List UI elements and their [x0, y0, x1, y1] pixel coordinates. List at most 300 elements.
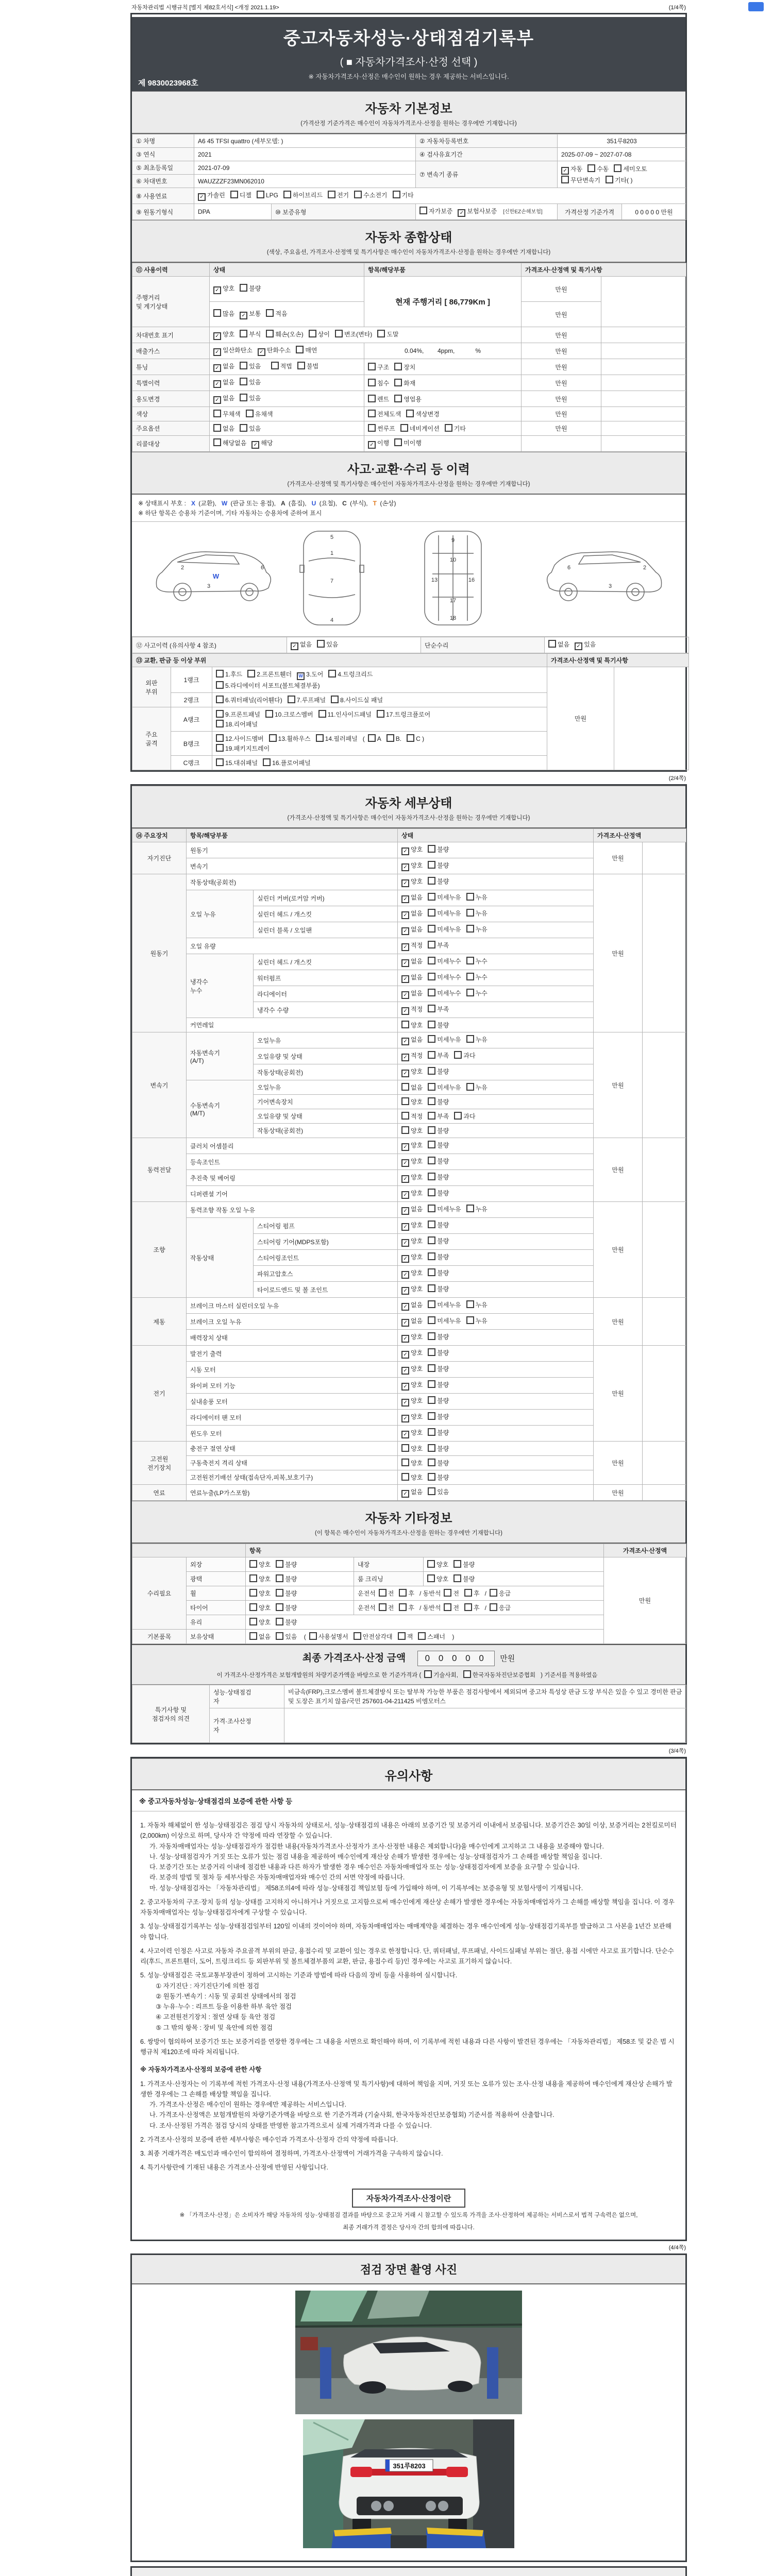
- checkbox-option[interactable]: [401, 1066, 423, 1078]
- checkbox-icon[interactable]: [428, 1205, 435, 1212]
- checkbox-option[interactable]: [454, 1050, 475, 1060]
- checkbox-option[interactable]: [216, 743, 270, 753]
- checkbox-icon[interactable]: [401, 1444, 409, 1452]
- checkbox-icon[interactable]: [309, 1632, 317, 1640]
- checkbox-option[interactable]: [419, 206, 452, 216]
- checkbox-icon[interactable]: [490, 1603, 497, 1611]
- checkbox-option[interactable]: [466, 1316, 488, 1326]
- checkbox-option[interactable]: [428, 940, 449, 950]
- checkbox-checked-icon[interactable]: ✓: [401, 911, 409, 919]
- checkbox-icon[interactable]: [428, 1348, 435, 1356]
- checkbox-option[interactable]: [394, 362, 415, 372]
- checkbox-option[interactable]: [401, 1268, 423, 1279]
- checkbox-option[interactable]: [428, 1140, 449, 1150]
- checkbox-icon[interactable]: [401, 1126, 409, 1134]
- checkbox-icon[interactable]: [249, 1618, 257, 1625]
- checkbox-option[interactable]: [428, 1082, 461, 1092]
- checkbox-option[interactable]: [428, 1204, 461, 1214]
- checkbox-checked-icon[interactable]: ✓: [213, 348, 221, 356]
- checkbox-option[interactable]: [401, 844, 423, 856]
- checkbox-option[interactable]: [428, 1444, 449, 1453]
- checkbox-cell[interactable]: [246, 1572, 354, 1586]
- checkbox-icon[interactable]: [428, 1083, 435, 1091]
- checkbox-option[interactable]: [401, 1348, 423, 1359]
- checkbox-icon[interactable]: [216, 720, 224, 727]
- checkbox-checked-icon[interactable]: ✓: [401, 1191, 409, 1199]
- checkbox-icon[interactable]: [428, 1021, 435, 1028]
- checkbox-option[interactable]: [428, 876, 449, 886]
- checkbox-icon[interactable]: [216, 710, 224, 718]
- checkbox-checked-icon[interactable]: ✓: [401, 1175, 409, 1183]
- checkbox-icon[interactable]: [309, 330, 316, 337]
- checkbox-option[interactable]: [276, 1617, 297, 1627]
- checkbox-option[interactable]: [283, 190, 323, 200]
- checkbox-icon[interactable]: [428, 1067, 435, 1075]
- checkbox-icon[interactable]: [283, 191, 291, 198]
- checkbox-cell[interactable]: [398, 906, 594, 922]
- checkbox-icon[interactable]: [428, 1284, 435, 1292]
- checkbox-option[interactable]: [428, 1332, 449, 1342]
- checkbox-cell[interactable]: [398, 1410, 594, 1426]
- checkbox-icon[interactable]: [379, 1603, 386, 1611]
- checkbox-option[interactable]: [454, 1111, 475, 1121]
- checkbox-option[interactable]: [427, 1574, 448, 1584]
- checkbox-icon[interactable]: [213, 309, 221, 317]
- checkbox-cell[interactable]: [398, 1138, 594, 1154]
- checkbox-option[interactable]: [316, 734, 358, 743]
- checkbox-icon[interactable]: [213, 424, 221, 432]
- checkbox-cell[interactable]: [364, 375, 522, 391]
- checkbox-icon[interactable]: [428, 1473, 435, 1481]
- checkbox-checked-icon[interactable]: ✓: [401, 1070, 409, 1077]
- checkbox-icon[interactable]: [419, 207, 427, 214]
- checkbox-icon[interactable]: [466, 1205, 474, 1212]
- checkbox-option[interactable]: [249, 1560, 271, 1569]
- checkbox-cell[interactable]: [364, 421, 522, 436]
- checkbox-checked-icon[interactable]: ✓: [368, 441, 376, 449]
- checkbox-checked-icon[interactable]: ✓: [198, 193, 206, 201]
- checkbox-option[interactable]: [428, 844, 449, 854]
- checkbox-option[interactable]: [466, 972, 488, 982]
- checkbox-icon[interactable]: [216, 734, 224, 742]
- checkbox-icon[interactable]: [428, 1173, 435, 1180]
- checkbox-option[interactable]: [276, 1603, 297, 1613]
- checkbox-cell[interactable]: [398, 1002, 594, 1018]
- checkbox-option[interactable]: [291, 639, 312, 651]
- checkbox-option[interactable]: [309, 1632, 348, 1641]
- checkbox-icon[interactable]: [464, 1603, 472, 1611]
- checkbox-checked-icon[interactable]: ✓: [401, 959, 409, 967]
- checkbox-checked-icon[interactable]: ✓: [401, 927, 409, 935]
- checkbox-option[interactable]: [368, 362, 389, 372]
- checkbox-cell[interactable]: [558, 161, 686, 188]
- checkbox-option[interactable]: [401, 1284, 423, 1295]
- checkbox-option[interactable]: [216, 758, 258, 768]
- checkbox-option[interactable]: [216, 709, 260, 719]
- checkbox-option[interactable]: [394, 378, 415, 388]
- checkbox-cell[interactable]: [246, 1630, 604, 1644]
- checkbox-checked-icon[interactable]: ✓: [401, 1239, 409, 1247]
- checkbox-option[interactable]: [331, 695, 383, 705]
- checkbox-option[interactable]: [401, 1487, 423, 1498]
- checkbox-option[interactable]: [213, 361, 234, 372]
- checkbox-cell[interactable]: [398, 1018, 594, 1032]
- checkbox-icon[interactable]: [368, 379, 376, 386]
- checkbox-icon[interactable]: [249, 1589, 257, 1597]
- checkbox-option[interactable]: [399, 1588, 414, 1598]
- checkbox-cell[interactable]: [246, 1557, 354, 1572]
- checkbox-cell[interactable]: [210, 343, 364, 359]
- checkbox-option[interactable]: [428, 1268, 449, 1278]
- checkbox-icon[interactable]: [428, 1097, 435, 1105]
- checkbox-icon[interactable]: [401, 1097, 409, 1105]
- checkbox-icon[interactable]: [354, 1632, 361, 1640]
- checkbox-option[interactable]: [198, 190, 225, 201]
- checkbox-option[interactable]: [428, 860, 449, 870]
- checkbox-cell[interactable]: [398, 1250, 594, 1266]
- checkbox-icon[interactable]: [379, 1589, 386, 1597]
- checkbox-option[interactable]: [318, 709, 372, 719]
- checkbox-checked-icon[interactable]: ✓: [213, 364, 221, 372]
- checkbox-option[interactable]: [428, 1458, 449, 1468]
- checkbox-icon[interactable]: [614, 164, 621, 172]
- checkbox-cell[interactable]: [398, 858, 594, 874]
- checkbox-option[interactable]: [401, 1412, 423, 1423]
- checkbox-icon[interactable]: [428, 909, 435, 917]
- checkbox-option[interactable]: [466, 988, 488, 998]
- checkbox-icon[interactable]: [394, 438, 402, 446]
- checkbox-icon[interactable]: [368, 424, 376, 432]
- checkbox-option[interactable]: [288, 695, 326, 705]
- checkbox-icon[interactable]: [249, 1603, 257, 1611]
- checkbox-cell[interactable]: [398, 1470, 594, 1485]
- checkbox-cell[interactable]: [398, 1442, 594, 1456]
- checkbox-option[interactable]: [296, 345, 317, 355]
- checkbox-cell[interactable]: [246, 1615, 604, 1630]
- checkbox-cell[interactable]: [398, 1266, 594, 1282]
- checkbox-option[interactable]: [309, 329, 330, 339]
- checkbox-option[interactable]: [428, 1188, 449, 1198]
- checkbox-option[interactable]: [216, 695, 282, 705]
- checkbox-icon[interactable]: [386, 734, 394, 742]
- checkbox-icon[interactable]: [464, 1589, 472, 1597]
- checkbox-option[interactable]: [453, 1560, 475, 1569]
- checkbox-checked-icon[interactable]: ✓: [401, 848, 409, 855]
- checkbox-icon[interactable]: [401, 1083, 409, 1091]
- checkbox-checked-icon[interactable]: ✓: [213, 286, 221, 294]
- checkbox-option[interactable]: [249, 1632, 271, 1641]
- checkbox-option[interactable]: [240, 329, 261, 339]
- checkbox-option[interactable]: [401, 1428, 423, 1439]
- checkbox-option[interactable]: [240, 393, 261, 403]
- checkbox-option[interactable]: [213, 345, 253, 357]
- checkbox-icon[interactable]: [240, 424, 247, 432]
- checkbox-icon[interactable]: [427, 1560, 435, 1568]
- checkbox-option[interactable]: [398, 1632, 413, 1641]
- checkbox-checked-icon[interactable]: ✓: [401, 1415, 409, 1422]
- checkbox-option[interactable]: [401, 1172, 423, 1183]
- checkbox-icon[interactable]: [454, 1112, 462, 1120]
- checkbox-option[interactable]: [240, 361, 261, 371]
- checkbox-icon[interactable]: [393, 191, 400, 198]
- checkbox-icon[interactable]: [213, 438, 221, 446]
- checkbox-icon[interactable]: [428, 989, 435, 996]
- checkbox-option[interactable]: [240, 309, 261, 320]
- checkbox-icon[interactable]: [399, 1589, 407, 1597]
- checkbox-icon[interactable]: [368, 363, 376, 370]
- checkbox-icon[interactable]: [240, 378, 247, 385]
- checkbox-checked-icon[interactable]: ✓: [401, 1223, 409, 1231]
- checkbox-option[interactable]: [379, 1603, 394, 1613]
- checkbox-option[interactable]: [249, 1574, 271, 1584]
- checkbox-icon[interactable]: [453, 1560, 461, 1568]
- checkbox-option[interactable]: [400, 423, 440, 433]
- checkbox-option[interactable]: [401, 1236, 423, 1247]
- checkbox-option[interactable]: [466, 1204, 488, 1214]
- checkbox-icon[interactable]: [428, 893, 435, 901]
- checkbox-option[interactable]: [428, 1066, 449, 1076]
- checkbox-option[interactable]: [240, 423, 261, 433]
- checkbox-icon[interactable]: [548, 640, 556, 648]
- checkbox-cell[interactable]: [398, 970, 594, 986]
- checkbox-option[interactable]: [418, 1632, 445, 1641]
- checkbox-option[interactable]: [368, 423, 395, 433]
- checkbox-option[interactable]: [401, 1140, 423, 1151]
- checkbox-icon[interactable]: [399, 1603, 407, 1611]
- checkbox-icon[interactable]: [354, 191, 362, 198]
- checkbox-icon[interactable]: [368, 410, 376, 417]
- checkbox-icon[interactable]: [428, 861, 435, 869]
- checkbox-option[interactable]: [328, 669, 373, 679]
- checkbox-checked-icon[interactable]: ✓: [401, 1335, 409, 1343]
- checkbox-icon[interactable]: [466, 925, 474, 933]
- checkbox-cell[interactable]: [212, 667, 547, 693]
- checkbox-option[interactable]: [401, 1050, 423, 1062]
- checkbox-option[interactable]: [297, 361, 318, 371]
- checkbox-option[interactable]: [428, 1252, 449, 1262]
- checkbox-icon[interactable]: [401, 1021, 409, 1028]
- checkbox-icon[interactable]: [240, 362, 247, 369]
- checkbox-icon[interactable]: [401, 1473, 409, 1481]
- checkbox-icon[interactable]: [276, 1574, 283, 1582]
- checkbox-option[interactable]: [393, 190, 414, 200]
- checkbox-icon[interactable]: [561, 176, 569, 183]
- checkbox-icon[interactable]: [288, 696, 295, 703]
- checkbox-cell[interactable]: [212, 707, 547, 732]
- checkbox-option[interactable]: [401, 1035, 423, 1046]
- checkbox-checked-icon[interactable]: ✓: [401, 1490, 409, 1498]
- checkbox-cell[interactable]: [398, 1109, 594, 1124]
- checkbox-checked-icon[interactable]: ✓: [258, 348, 265, 356]
- checkbox-icon[interactable]: [444, 1603, 451, 1611]
- checkbox-option[interactable]: [251, 438, 273, 449]
- checkbox-icon[interactable]: [454, 1051, 462, 1059]
- checkbox-option[interactable]: [428, 1236, 449, 1246]
- checkbox-icon[interactable]: [427, 1574, 435, 1582]
- checkbox-icon[interactable]: [466, 1300, 474, 1308]
- checkbox-icon[interactable]: [606, 176, 613, 183]
- checkbox-option[interactable]: [458, 206, 497, 217]
- checkbox-icon[interactable]: [428, 1157, 435, 1164]
- checkbox-option[interactable]: [335, 329, 372, 339]
- checkbox-checked-icon[interactable]: ✓: [401, 975, 409, 983]
- checkbox-icon[interactable]: [394, 395, 402, 402]
- checkbox-checked-icon[interactable]: ✓: [401, 895, 409, 903]
- checkbox-option[interactable]: [424, 1670, 458, 1680]
- checkbox-icon[interactable]: [216, 744, 224, 752]
- checkbox-option[interactable]: [276, 1560, 297, 1569]
- checkbox-checked-icon[interactable]: ✓: [401, 943, 409, 951]
- checkbox-option[interactable]: [401, 1111, 423, 1121]
- checkbox-icon[interactable]: [400, 424, 408, 432]
- checkbox-icon[interactable]: [276, 1589, 283, 1597]
- checkbox-icon[interactable]: [587, 164, 595, 172]
- checkbox-option[interactable]: [401, 988, 423, 999]
- checkbox-option[interactable]: [401, 940, 423, 952]
- checkbox-option[interactable]: [401, 1472, 423, 1482]
- checkbox-option[interactable]: [445, 423, 466, 433]
- checkbox-icon[interactable]: [240, 330, 247, 337]
- checkbox-option[interactable]: [428, 924, 461, 934]
- checkbox-option[interactable]: [401, 1082, 423, 1092]
- checkbox-icon[interactable]: [428, 1459, 435, 1466]
- checkbox-icon[interactable]: [328, 670, 336, 677]
- checkbox-option[interactable]: [401, 892, 423, 904]
- checkbox-icon[interactable]: [401, 1459, 409, 1466]
- checkbox-cell[interactable]: [398, 1234, 594, 1250]
- checkbox-option[interactable]: [466, 956, 488, 966]
- checkbox-cell[interactable]: [210, 375, 364, 391]
- checkbox-icon[interactable]: [377, 710, 384, 718]
- checkbox-cell[interactable]: [424, 1572, 604, 1586]
- checkbox-option[interactable]: [328, 190, 349, 200]
- checkbox-option[interactable]: [394, 438, 422, 448]
- checkbox-option[interactable]: [271, 361, 292, 371]
- checkbox-option[interactable]: [246, 409, 273, 419]
- checkbox-checked-icon[interactable]: ✓: [401, 1431, 409, 1438]
- checkbox-option[interactable]: [490, 1603, 511, 1613]
- checkbox-icon[interactable]: [216, 670, 224, 677]
- checkbox-option[interactable]: [213, 283, 234, 295]
- checkbox-icon[interactable]: [428, 877, 435, 885]
- checkbox-option[interactable]: [213, 393, 234, 404]
- checkbox-cell[interactable]: [398, 938, 594, 954]
- checkbox-option[interactable]: [428, 1316, 461, 1326]
- checkbox-cell[interactable]: [398, 1330, 594, 1346]
- checkbox-option[interactable]: [258, 345, 291, 357]
- checkbox-option[interactable]: [401, 1188, 423, 1199]
- checkbox-option[interactable]: [428, 1300, 461, 1310]
- checkbox-option[interactable]: [428, 956, 461, 966]
- checkbox-icon[interactable]: [428, 1396, 435, 1404]
- checkbox-option[interactable]: [401, 1252, 423, 1263]
- checkbox-cell[interactable]: [398, 1202, 594, 1218]
- checkbox-option[interactable]: [266, 309, 287, 318]
- checkbox-option[interactable]: [575, 639, 596, 651]
- checkbox-option[interactable]: [249, 1588, 271, 1598]
- checkbox-cell[interactable]: [398, 986, 594, 1002]
- checkbox-option[interactable]: [263, 758, 311, 768]
- checkbox-icon[interactable]: [466, 957, 474, 964]
- checkbox-cell[interactable]: [398, 922, 594, 938]
- checkbox-option[interactable]: [428, 988, 461, 998]
- checkbox-option[interactable]: [240, 283, 261, 293]
- checkbox-checked-icon[interactable]: ✓: [401, 1207, 409, 1215]
- checkbox-checked-icon[interactable]: ✓: [401, 1038, 409, 1045]
- checkbox-cell[interactable]: [354, 1586, 604, 1601]
- checkbox-option[interactable]: [354, 1632, 393, 1641]
- checkbox-option[interactable]: [213, 423, 234, 433]
- checkbox-option[interactable]: [230, 190, 251, 200]
- checkbox-cell[interactable]: [398, 1032, 594, 1048]
- checkbox-cell[interactable]: [354, 1601, 604, 1615]
- checkbox-option[interactable]: [428, 1050, 449, 1060]
- checkbox-icon[interactable]: [407, 734, 414, 742]
- checkbox-icon[interactable]: [466, 893, 474, 901]
- checkbox-option[interactable]: [428, 1220, 449, 1230]
- checkbox-option[interactable]: [428, 1428, 449, 1437]
- checkbox-option[interactable]: [401, 1458, 423, 1468]
- checkbox-checked-icon[interactable]: ✓: [458, 209, 465, 217]
- checkbox-option[interactable]: [428, 1364, 449, 1374]
- checkbox-option[interactable]: [428, 908, 461, 918]
- checkbox-icon[interactable]: [428, 1035, 435, 1043]
- checkbox-icon[interactable]: [213, 410, 221, 417]
- checkbox-icon[interactable]: [230, 191, 238, 198]
- checkbox-option[interactable]: [257, 190, 278, 199]
- checkbox-icon[interactable]: [266, 330, 274, 337]
- checkbox-cell[interactable]: [398, 1186, 594, 1202]
- checkbox-icon[interactable]: [216, 681, 224, 689]
- checkbox-icon[interactable]: [428, 1005, 435, 1012]
- checkbox-icon[interactable]: [428, 1444, 435, 1452]
- checkbox-icon[interactable]: [263, 758, 271, 766]
- checkbox-icon[interactable]: [257, 191, 264, 198]
- checkbox-checked-icon[interactable]: ✓: [561, 167, 569, 175]
- checkbox-option[interactable]: [213, 438, 246, 448]
- checkbox-cell[interactable]: [210, 277, 364, 302]
- checkbox-icon[interactable]: [428, 1428, 435, 1436]
- checkbox-option[interactable]: [428, 1097, 449, 1107]
- checkbox-cell[interactable]: [398, 874, 594, 890]
- checkbox-option[interactable]: [401, 1126, 423, 1136]
- checkbox-option[interactable]: [216, 669, 242, 679]
- checkbox-icon[interactable]: [428, 1126, 435, 1134]
- checkbox-checked-icon[interactable]: ✓: [401, 1287, 409, 1295]
- checkbox-option[interactable]: [428, 1111, 449, 1121]
- checkbox-option[interactable]: [216, 681, 320, 690]
- checkbox-w-mark-icon[interactable]: W: [297, 672, 305, 680]
- checkbox-cell[interactable]: [210, 359, 364, 375]
- checkbox-option[interactable]: [265, 709, 313, 719]
- checkbox-option[interactable]: [466, 1300, 488, 1310]
- checkbox-option[interactable]: [401, 1004, 423, 1015]
- checkbox-icon[interactable]: [428, 1268, 435, 1276]
- checkbox-option[interactable]: [428, 972, 461, 982]
- checkbox-cell[interactable]: [364, 391, 522, 407]
- checkbox-icon[interactable]: [216, 696, 224, 703]
- checkbox-option[interactable]: [269, 734, 311, 743]
- checkbox-cell[interactable]: [398, 1080, 594, 1095]
- checkbox-icon[interactable]: [445, 424, 452, 432]
- checkbox-icon[interactable]: [271, 362, 279, 369]
- checkbox-cell[interactable]: [545, 637, 689, 653]
- checkbox-icon[interactable]: [249, 1632, 257, 1640]
- checkbox-option[interactable]: [401, 1380, 423, 1391]
- checkbox-cell[interactable]: [364, 436, 522, 452]
- checkbox-checked-icon[interactable]: ✓: [401, 991, 409, 999]
- checkbox-option[interactable]: [368, 378, 389, 388]
